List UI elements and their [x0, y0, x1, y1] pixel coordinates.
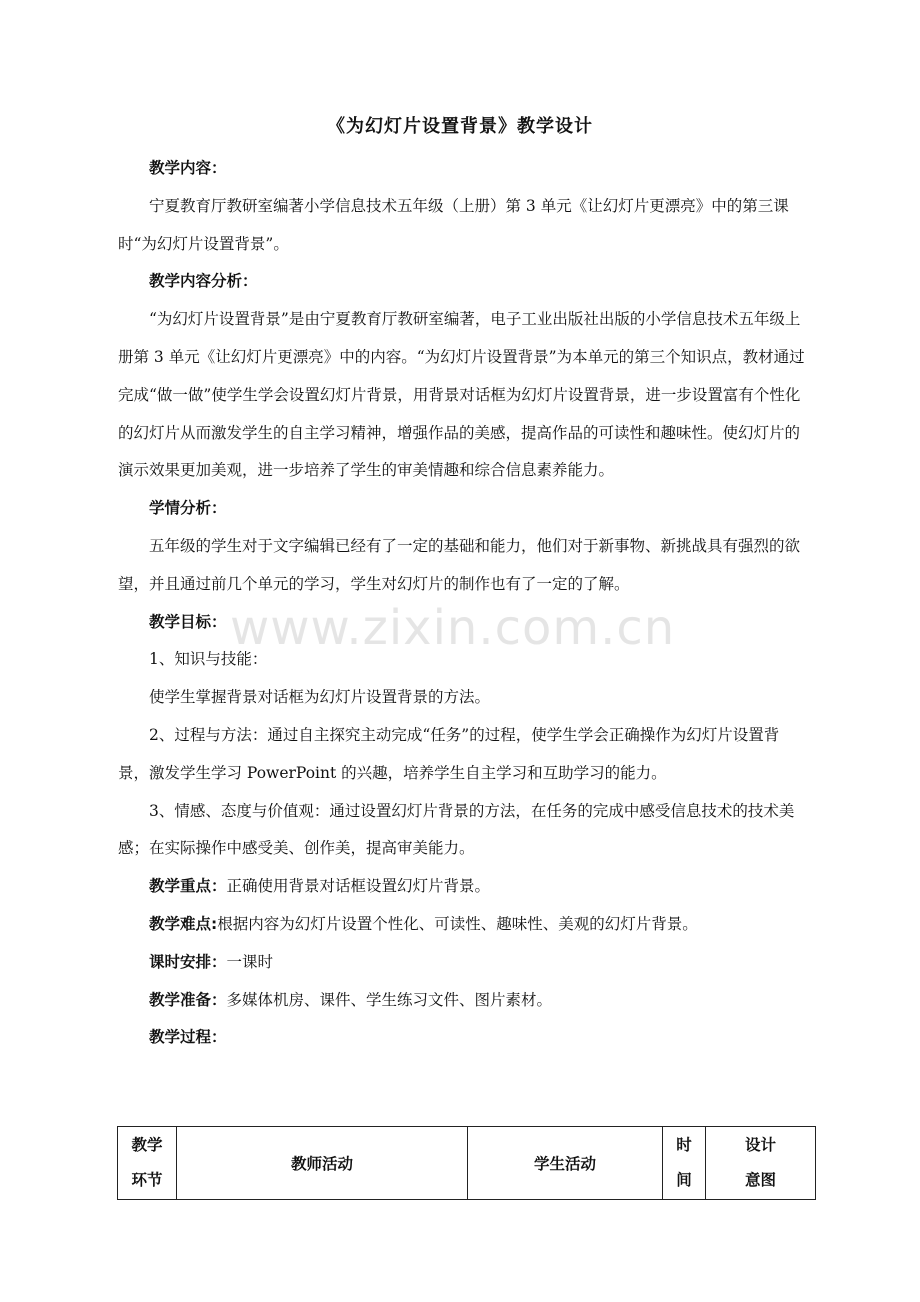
header-teacher-activity: 教师活动 — [177, 1127, 468, 1200]
prep-text: 多媒体机房、课件、学生练习文件、图片素材。 — [226, 990, 553, 1009]
goal3-text: 3、情感、态度与价值观：通过设置幻灯片背景的方法，在任务的完成中感受信息技术的技术美感；在实际操作中感受美、创作美，提高审美能力。 — [118, 801, 795, 858]
header-intent-line2: 意图 — [744, 1171, 776, 1189]
header-design-intent — [706, 1127, 816, 1200]
hours-label: 课时安排： — [149, 952, 227, 971]
table-header-row — [118, 1127, 816, 1200]
header-stage-line1: 教学 — [131, 1136, 163, 1154]
difficulty-text: 根据内容为幻灯片设置个性化、可读性、趣味性、美观的幻灯片背景。 — [217, 914, 698, 933]
header-intent-line1: 设计 — [744, 1136, 776, 1154]
document-body — [118, 150, 808, 1057]
goal1-text: 使学生掌握背景对话框为幻灯片设置背景的方法。 — [149, 688, 491, 707]
content-text: 宁夏教育厅教研室编著小学信息技术五年级（上册）第 3 单元《让幻灯片更漂亮》中的第三课时“为幻灯片设置背景”。 — [118, 196, 789, 253]
analysis-text: “为幻灯片设置背景”是由宁夏教育厅教研室编著，电子工业出版社出版的小学信息技术五年级上册第 3 单元《让幻灯片更漂亮》中的内容。“为幻灯片设置背景”为本单元的第三个知识点，教材通过完成“做一做”使学生学会设置幻灯片背景，用背景对话框为幻灯片设置背景，进一步设置富有个性化的幻灯片从而激发学生的自主学习精神，增强作品的美感，提高作品的可读性和趣味性。使幻灯片的演示效果更加美观，进一步培养了学生的审美情趣和综合信息素养能力。 — [118, 310, 805, 480]
key-text: 正确使用背景对话框设置幻灯片背景。 — [226, 877, 491, 896]
watermark: www.zixin.com.cn — [230, 600, 676, 656]
header-stage-line2: 环节 — [131, 1171, 163, 1189]
learner-text: 五年级的学生对于文字编辑已经有了一定的基础和能力，他们对于新事物、新挑战具有强烈的欲望，并且通过前几个单元的学习，学生对幻灯片的制作也有了一定的了解。 — [118, 536, 801, 593]
class-hours — [118, 944, 808, 982]
content-heading: 教学内容： — [149, 159, 227, 177]
analysis-heading: 教学内容分析： — [149, 272, 258, 291]
header-student-activity: 学生活动 — [468, 1127, 663, 1200]
prep-label: 教学准备： — [149, 990, 227, 1009]
document-title: 《为幻灯片设置背景》教学设计 — [327, 116, 593, 137]
header-time-line1: 时 — [676, 1136, 692, 1154]
hours-text: 一课时 — [226, 952, 274, 971]
header-stage — [118, 1127, 177, 1200]
goal1-title: 1、知识与技能： — [149, 650, 268, 669]
goal2-text: 2、过程与方法：通过自主探究主动完成“任务”的过程，使学生学会正确操作为幻灯片设置背景，激发学生学习 PowerPoint 的兴趣，培养学生自主学习和互助学习的能力。 — [118, 725, 780, 782]
difficulty-point — [118, 906, 808, 944]
preparation — [118, 982, 808, 1020]
goals-heading: 教学目标： — [149, 612, 227, 631]
process-heading: 教学过程： — [149, 1028, 227, 1047]
header-time — [663, 1127, 706, 1200]
key-label: 教学重点： — [149, 877, 227, 896]
learner-heading: 学情分析： — [149, 499, 227, 518]
key-point — [118, 868, 808, 906]
process-table — [117, 1126, 816, 1200]
header-time-line2: 间 — [676, 1171, 692, 1189]
difficulty-label: 教学难点: — [149, 914, 218, 933]
